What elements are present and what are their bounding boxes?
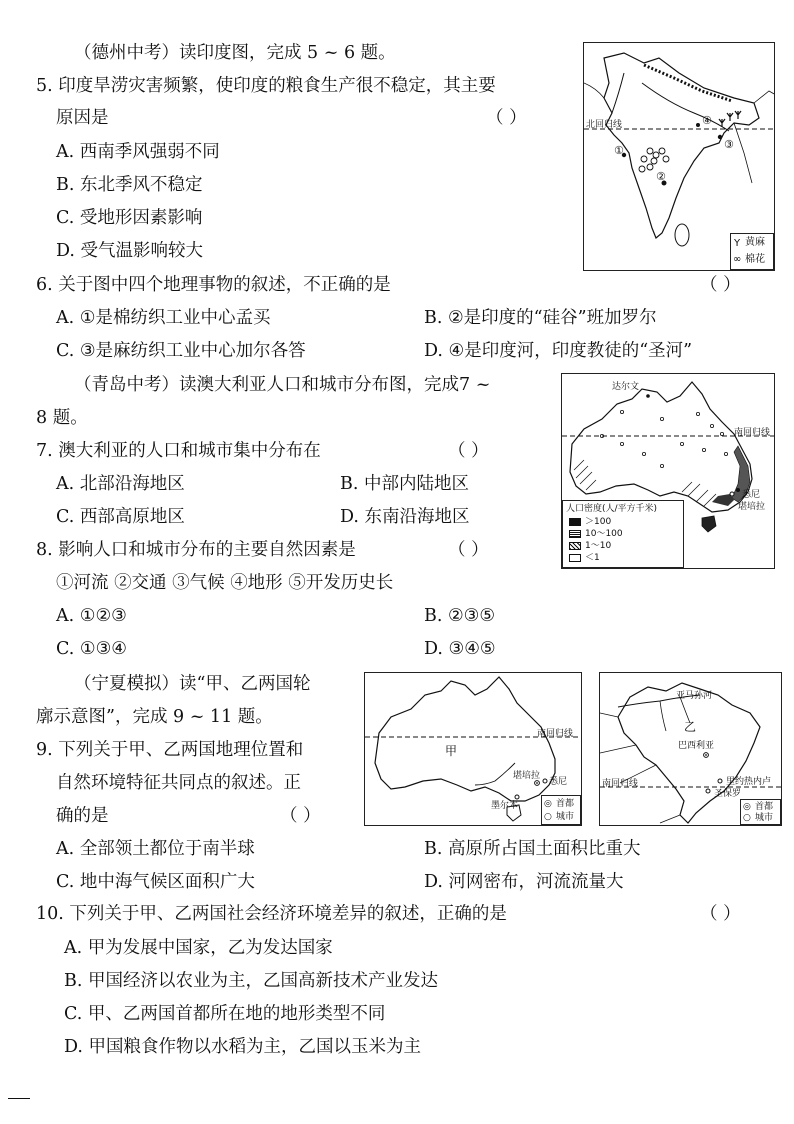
q6-option-b[interactable]: B. ②是印度的“硅谷”班加罗尔 xyxy=(424,308,657,328)
q9-option-a[interactable]: A. 全部领土都位于南半球 xyxy=(56,839,255,859)
saopaulo-label: 圣保罗 xyxy=(714,789,742,799)
q5-option-d[interactable]: D. 受气温影响较大 xyxy=(56,241,204,261)
yi-city-icon: ○ xyxy=(743,813,751,823)
q7-answer-blank[interactable]: （ ） xyxy=(448,441,489,461)
jia-sydney-label: 悉尼 xyxy=(549,777,568,787)
q10-option-c[interactable]: C. 甲、乙两国首都所在地的地形类型不同 xyxy=(64,1004,386,1024)
q7-option-b[interactable]: B. 中部内陆地区 xyxy=(340,474,469,494)
jia-tropic-label: 南回归线 xyxy=(537,729,574,739)
darwin-label: 达尔文 xyxy=(612,382,640,392)
jia-label: 甲 xyxy=(445,744,458,758)
yi-legend-capital: 首都 xyxy=(755,802,774,812)
q5-answer-blank[interactable]: （ ） xyxy=(486,108,527,128)
q10-option-d[interactable]: D. 甲国粮食作物以水稻为主，乙国以玉米为主 xyxy=(64,1037,422,1057)
intro-india: （德州中考）读印度图，完成 5 ~ 6 题。 xyxy=(74,43,396,63)
jia-canberra-label: 堪培拉 xyxy=(513,771,541,781)
yi-legend-city: 城市 xyxy=(755,813,774,823)
amazon-label: 亚马孙河 xyxy=(676,691,713,701)
legend-swatch-3 xyxy=(569,542,581,550)
q5-stem-line2: 原因是 xyxy=(56,108,109,128)
india-map xyxy=(583,42,775,271)
legend-swatch-4 xyxy=(569,554,581,562)
india-marker-3: ③ xyxy=(724,138,734,151)
legend-item-4: ＜1 xyxy=(585,553,600,563)
q9-answer-blank[interactable]: （ ） xyxy=(280,806,321,826)
page-footer-rule xyxy=(8,1098,30,1099)
q9-option-d[interactable]: D. 河网密布，河流流量大 xyxy=(424,872,624,892)
population-legend xyxy=(562,500,684,568)
intro-two-countries-line1: （宁夏模拟）读“甲、乙两国轮 xyxy=(74,674,311,694)
q6-answer-blank[interactable]: （ ） xyxy=(700,275,741,295)
intro-australia-line1: （青岛中考）读澳大利亚人口和城市分布图，完成7 ~ xyxy=(74,375,491,395)
q7-option-a[interactable]: A. 北部沿海地区 xyxy=(56,474,185,494)
q9-option-c[interactable]: C. 地中海气候区面积广大 xyxy=(56,872,255,892)
q10-stem: 10. 下列关于甲、乙两国社会经济环境差异的叙述，正确的是 xyxy=(36,904,507,924)
legend-jute: 黄麻 xyxy=(745,237,765,248)
legend-item-3: 1～10 xyxy=(585,541,612,551)
q6-stem: 6. 关于图中四个地理事物的叙述，不正确的是 xyxy=(36,275,391,295)
q9-stem-line1: 9. 下列关于甲、乙两国地理位置和 xyxy=(36,740,304,760)
india-marker-4: ④ xyxy=(702,114,712,127)
aus-tropic-label: 南回归线 xyxy=(734,428,771,438)
jia-capital-icon: ◎ xyxy=(544,799,552,809)
jia-country-map xyxy=(364,672,582,826)
yi-legend xyxy=(740,799,781,825)
q8-option-d[interactable]: D. ③④⑤ xyxy=(424,639,496,659)
q10-option-a[interactable]: A. 甲为发展中国家，乙为发达国家 xyxy=(64,938,333,958)
q5-option-c[interactable]: C. 受地形因素影响 xyxy=(56,208,203,228)
rio-label: 里约热内卢 xyxy=(726,777,772,787)
brasilia-label: 巴西利亚 xyxy=(678,741,715,751)
cotton-icon: ∞ xyxy=(733,254,742,265)
jia-legend xyxy=(541,795,581,825)
q5-option-a[interactable]: A. 西南季风强弱不同 xyxy=(56,142,220,162)
legend-swatch-2 xyxy=(569,530,581,538)
jia-legend-capital: 首都 xyxy=(556,799,575,809)
q6-option-c[interactable]: C. ③是麻纺织工业中心加尔各答 xyxy=(56,341,306,361)
q8-answer-blank[interactable]: （ ） xyxy=(448,540,489,560)
q6-option-d[interactable]: D. ④是印度河，印度教徒的“圣河” xyxy=(424,341,693,361)
q10-answer-blank[interactable]: （ ） xyxy=(700,904,741,924)
jia-city-icon: ○ xyxy=(544,812,552,822)
legend-cotton: 棉花 xyxy=(745,254,765,265)
yi-capital-icon: ◎ xyxy=(743,802,751,812)
q7-stem: 7. 澳大利亚的人口和城市集中分布在 xyxy=(36,441,321,461)
q9-option-b[interactable]: B. 高原所占国土面积比重大 xyxy=(424,839,641,859)
sydney-label: 悉尼 xyxy=(742,490,761,500)
legend-title: 人口密度(人/平方千米) xyxy=(566,504,658,514)
india-marker-2: ② xyxy=(656,170,666,183)
yi-label: 乙 xyxy=(684,720,697,734)
q8-option-b[interactable]: B. ②③⑤ xyxy=(424,606,496,626)
q9-stem-line2: 自然环境特征共同点的叙述。正 xyxy=(56,773,301,793)
australia-population-map xyxy=(561,373,775,569)
canberra-label: 堪培拉 xyxy=(738,502,766,512)
q5-stem-line1: 5. 印度旱涝灾害频繁，使印度的粮食生产很不稳定，其主要 xyxy=(36,76,496,96)
q8-option-a[interactable]: A. ①②③ xyxy=(56,606,127,626)
q10-option-b[interactable]: B. 甲国经济以农业为主，乙国高新技术产业发达 xyxy=(64,971,438,991)
india-marker-1: ① xyxy=(614,144,624,157)
legend-swatch-1 xyxy=(569,518,581,526)
q6-option-a[interactable]: A. ①是棉纺织工业中心孟买 xyxy=(56,308,271,328)
jute-icon: Y xyxy=(734,238,741,249)
q8-stem: 8. 影响人口和城市分布的主要自然因素是 xyxy=(36,540,356,560)
jia-legend-city: 城市 xyxy=(556,812,575,822)
q8-items: ①河流 ②交通 ③气候 ④地形 ⑤开发历史长 xyxy=(56,573,394,593)
yi-tropic-label: 南回归线 xyxy=(602,779,639,789)
yi-country-map xyxy=(599,672,782,826)
legend-item-2: 10～100 xyxy=(585,529,623,539)
india-legend xyxy=(730,233,774,270)
q7-option-d[interactable]: D. 东南沿海地区 xyxy=(340,507,470,527)
intro-australia-line2: 8 题。 xyxy=(36,408,88,428)
intro-two-countries-line2: 廓示意图”，完成 9 ~ 11 题。 xyxy=(36,707,273,727)
q5-option-b[interactable]: B. 东北季风不稳定 xyxy=(56,175,203,195)
q7-option-c[interactable]: C. 西部高原地区 xyxy=(56,507,185,527)
q9-stem-line3: 确的是 xyxy=(56,806,109,826)
legend-item-1: ＞100 xyxy=(585,517,612,527)
india-tropic-label: 北回归线 xyxy=(586,120,623,130)
jia-melbourne-label: 墨尔本 xyxy=(491,801,519,811)
q8-option-c[interactable]: C. ①③④ xyxy=(56,639,127,659)
